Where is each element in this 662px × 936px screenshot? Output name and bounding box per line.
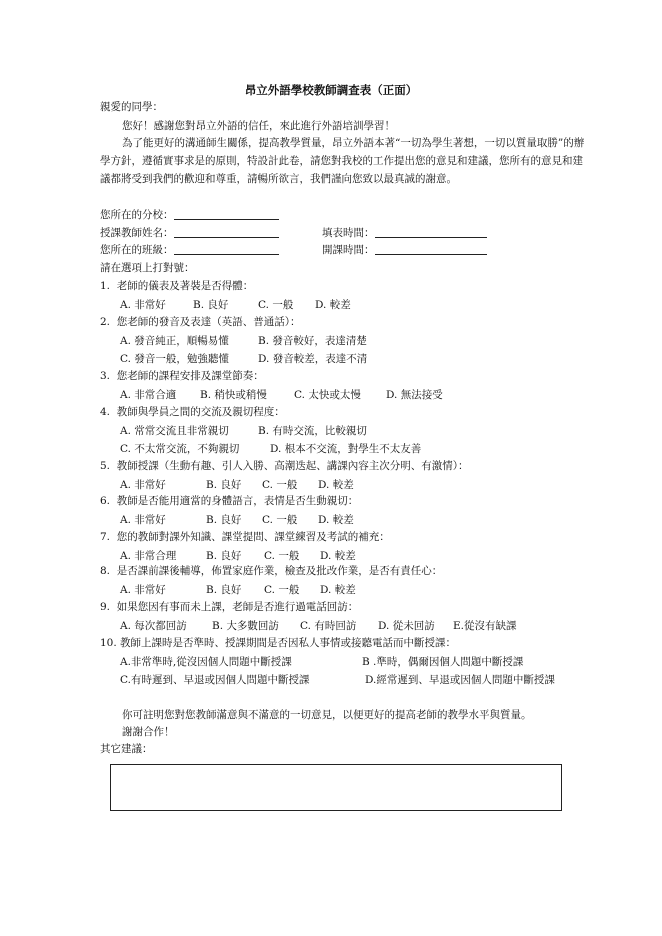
option-7b[interactable]: B. 良好 [206,550,242,562]
option-10c[interactable]: C.有時遲到、早退或因個人問題中斷授課 [120,674,310,686]
question-number: 4. [100,406,111,418]
option-3a[interactable]: A. 非常合適 [120,389,177,401]
intro-paragraph: 為了能更好的溝通師生關係，提高教學質量，昂立外語本著“一切為學生著想，一切以質量取勝”的辦學方針，遵循實事求是的原則，特設計此卷，請您對我校的工作提出您的意見和建議，您所有的意見和建議都將受到我們的歡迎和尊重，請暢所欲言，我們謹向您致以最真誠的謝意。 [100,137,585,185]
option-5d[interactable]: D. 較差 [318,479,354,491]
question-number: 3. [100,370,111,382]
option-1c[interactable]: C. 一般 [258,299,294,311]
other-suggestions-label: 其它建議： [100,743,153,755]
question-number: 8. [100,565,111,577]
question-number: 10. [100,637,117,649]
option-5a[interactable]: A. 非常好 [120,479,166,491]
option-4b[interactable]: B. 有時交流，比較親切 [258,425,367,437]
question-text: 教師授課（生動有趣、引人入勝、高潮迭起、講課內容主次分明、有激情）： [116,460,469,472]
start-time-input[interactable] [375,243,487,255]
branch-input[interactable] [174,208,279,220]
option-2c[interactable]: C. 發音一般，勉強聽懂 [120,353,229,365]
question-10 [100,636,456,650]
class-label: 您所在的班級： [100,244,174,256]
question-number: 6. [100,495,111,507]
question-text: 教師上課時是否準時、授課期間是否因私人事情或接聽電話而中斷授課： [120,637,457,649]
option-3c[interactable]: C. 太快或太慢 [294,389,361,401]
question-2 [100,315,300,329]
question-text: 如果您因有事而未上課，老師是否進行過電話回訪： [116,601,359,613]
option-5b[interactable]: B. 良好 [206,479,242,491]
option-3b[interactable]: B. 稍快或稍慢 [200,389,267,401]
fill-time-field [322,226,487,240]
option-1b[interactable]: B. 良好 [193,299,229,311]
intro-thanks: 您好！感謝您對昂立外語的信任，來此進行外語培訓學習！ [122,120,395,132]
teacher-label: 授課教師姓名： [100,227,174,239]
option-8d[interactable]: D. 較差 [320,584,356,596]
branch-field [100,208,279,222]
option-1d[interactable]: D. 較差 [315,299,351,311]
option-2b[interactable]: B. 發音較好，表達清楚 [258,335,367,347]
option-8b[interactable]: B. 良好 [206,584,242,596]
question-text: 教師是否能用適當的身體語言，表情是否生動親切： [116,495,359,507]
question-8 [100,564,442,578]
question-1 [100,279,253,293]
question-number: 2. [100,316,111,328]
thanks-note: 謝謝合作！ [122,726,175,738]
class-field [100,243,279,257]
start-time-field [322,243,487,257]
question-4 [100,405,285,419]
option-8a[interactable]: A. 非常好 [120,584,166,596]
teacher-field [100,226,279,240]
option-7a[interactable]: A. 非常合理 [120,550,177,562]
question-number: 5. [100,460,111,472]
question-9 [100,600,358,614]
option-7d[interactable]: D. 較差 [320,550,356,562]
start-time-label: 開課時間： [322,244,375,256]
question-text: 是否課前課後輔導，佈置家庭作業，檢查及批改作業，是否有責任心： [116,565,443,577]
option-5c[interactable]: C. 一般 [262,479,298,491]
page-title: 昂立外語學校教師調查表（正面） [244,83,418,97]
question-text: 教師與學員之間的交流及親切程度： [116,406,285,418]
option-10b[interactable]: B .準時，偶爾因個人問題中斷授課 [362,656,524,668]
question-number: 7. [100,531,111,543]
option-1a[interactable]: A. 非常好 [120,299,166,311]
teacher-name-input[interactable] [174,226,279,238]
option-6c[interactable]: C. 一般 [262,514,298,526]
option-9d[interactable]: D. 從未回訪 [378,620,435,632]
class-input[interactable] [174,243,279,255]
question-3 [100,369,264,383]
option-2d[interactable]: D. 發音較差，表達不清 [258,353,368,365]
option-4a[interactable]: A. 常常交流且非常親切 [120,425,229,437]
option-10d[interactable]: D.經常遲到、早退或因個人問題中斷授課 [365,674,555,686]
option-9a[interactable]: A. 每次都回訪 [120,620,187,632]
option-7c[interactable]: C. 一般 [264,550,300,562]
option-6d[interactable]: D. 較差 [318,514,354,526]
option-9b[interactable]: B. 大多數回訪 [212,620,279,632]
question-6 [100,494,358,508]
option-6b[interactable]: B. 良好 [206,514,242,526]
branch-label: 您所在的分校： [100,209,174,221]
option-8c[interactable]: C. 一般 [264,584,300,596]
greeting: 親愛的同學： [100,101,163,113]
question-text: 您老師的課程安排及課堂節奏： [116,370,264,382]
option-2a[interactable]: A. 發音純正，順暢易懂 [120,335,229,347]
fill-time-label: 填表時間： [322,227,375,239]
option-4d[interactable]: D. 根本不交流，對學生不太友善 [270,443,422,455]
option-10a[interactable]: A.非常準時,從沒因個人問題中斷授課 [120,656,292,668]
option-6a[interactable]: A. 非常好 [120,514,166,526]
closing-note: 你可註明您對您教師滿意與不滿意的一切意見，以便更好的提高老師的教學水平與質量。 [122,709,532,721]
question-number: 1. [100,280,111,292]
question-text: 您老師的發音及表達（英語、普通話）： [116,316,301,328]
question-5 [100,459,468,473]
option-4c[interactable]: C. 不太常交流，不夠親切 [120,443,240,455]
question-text: 您的教師對課外知識、課堂提問、課堂練習及考試的補充： [116,531,390,543]
suggestions-box[interactable] [110,764,562,811]
option-9e[interactable]: E.從沒有缺課 [453,620,517,632]
question-number: 9. [100,601,111,613]
option-3d[interactable]: D. 無法接受 [386,389,443,401]
instruction: 請在選項上打對號： [100,262,195,274]
fill-time-input[interactable] [375,226,487,238]
question-7 [100,530,390,544]
option-9c[interactable]: C. 有時回訪 [300,620,357,632]
question-text: 老師的儀表及著裝是否得體： [116,280,254,292]
